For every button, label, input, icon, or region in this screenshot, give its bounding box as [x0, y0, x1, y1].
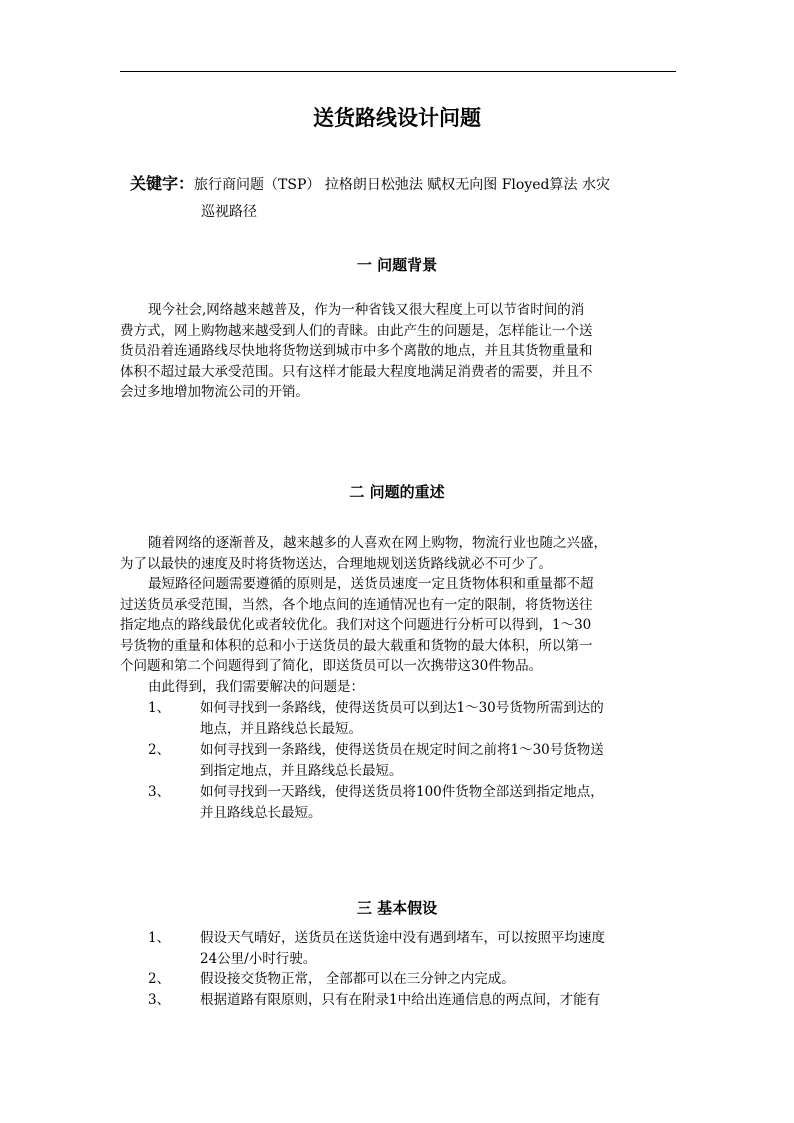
- restatement-paragraph-3: [120, 677, 676, 698]
- list-item-text: 如何寻找到一条路线，使得送货员可以到达1～30号货物所需到达的: [200, 700, 604, 716]
- list-item-text: 假设天气晴好，送货员在送货途中没有遇到堵车，可以按照平均速度: [200, 930, 605, 946]
- list-number: 1、: [148, 930, 171, 946]
- header-rule: [120, 71, 676, 72]
- keywords-line: [130, 170, 690, 199]
- list-item-text: 如何寻找到一天路线，使得送货员将100件货物全部送到指定地点，: [200, 784, 604, 800]
- paragraph-line: 货员沿着连通路线尽快地将货物送到城市中多个离散的地点，并且其货物重量和: [120, 343, 593, 359]
- keywords-label: 关键字：: [130, 174, 195, 193]
- list-item-text: 假设接交货物正常， 全部都可以在三分钟之内完成。: [200, 971, 515, 987]
- paragraph-line: 会过多地增加物流公司的开销。: [120, 384, 309, 400]
- document-title: 送货路线设计问题: [313, 106, 481, 130]
- list-item-text: 到指定地点，并且路线总长最短。: [200, 762, 403, 779]
- section-heading-background: 一 问题背景: [356, 256, 438, 274]
- paragraph-line: 为了以最快的速度及时将货物送达，合理地规划送货路线就必不可少了。: [120, 555, 552, 572]
- paragraph-line: 个问题和第二个问题得到了简化，即送货员可以一次携带这30件物品。: [120, 658, 543, 674]
- paragraph-line: 由此得到，我们需要解决的问题是：: [148, 679, 364, 695]
- list-item-text: 地点，并且路线总长最短。: [200, 720, 362, 737]
- paragraph-line: 现今社会,网络越来越普及，作为一种省钱又很大程度上可以节省时间的消: [148, 302, 585, 318]
- list-number: 2、: [148, 971, 171, 987]
- list-number: 2、: [148, 742, 171, 758]
- keywords-text-continued: 巡视路径: [201, 204, 257, 220]
- paragraph-line: 过送货员承受范围，当然，各个地点间的连通情况也有一定的限制，将货物送往: [120, 596, 593, 613]
- section-background-paragraph: [120, 300, 676, 403]
- list-item-text: 并且路线总长最短。: [200, 804, 322, 821]
- keywords-text: 旅行商问题（TSP） 拉格朗日松弛法 赋权无向图 Floyed算法 水灾: [194, 177, 610, 193]
- list-number: 3、: [148, 784, 171, 800]
- list-item-text: 根据道路有限原则，只有在附录1中给出连通信息的两点间，才能有: [200, 992, 601, 1008]
- paragraph-line: 体积不超过最大承受范围。只有这样才能最大程度地满足消费者的需要，并且不: [120, 363, 593, 380]
- paragraph-line: 费方式，网上购物越来越受到人们的青睐。由此产生的问题是，怎样能让一个送: [120, 322, 593, 339]
- paragraph-line: 指定地点的路线最优化或者较优化。我们对这个问题进行分析可以得到，1～30: [120, 617, 592, 633]
- paragraph-line: 最短路径问题需要遵循的原则是，送货员速度一定且货物体积和重量都不超: [148, 576, 594, 592]
- paragraph-line: 号货物的重量和体积的总和小于送货员的最大载重和货物的最大体积，所以第一: [120, 637, 593, 654]
- section-heading-assumptions: 三 基本假设: [356, 899, 438, 917]
- list-number: 1、: [148, 700, 171, 716]
- list-number: 3、: [148, 992, 171, 1008]
- list-item-text: 如何寻找到一条路线，使得送货员在规定时间之前将1～30号货物送: [200, 742, 604, 758]
- restatement-paragraph-2: [120, 574, 676, 677]
- restatement-paragraph-1: [120, 533, 676, 574]
- paragraph-line: 随着网络的逐渐普及，越来越多的人喜欢在网上购物，物流行业也随之兴盛，: [148, 535, 607, 551]
- list-item-text: 24公里/小时行驶。: [200, 950, 317, 967]
- section-heading-restatement: 二 问题的重述: [349, 483, 445, 501]
